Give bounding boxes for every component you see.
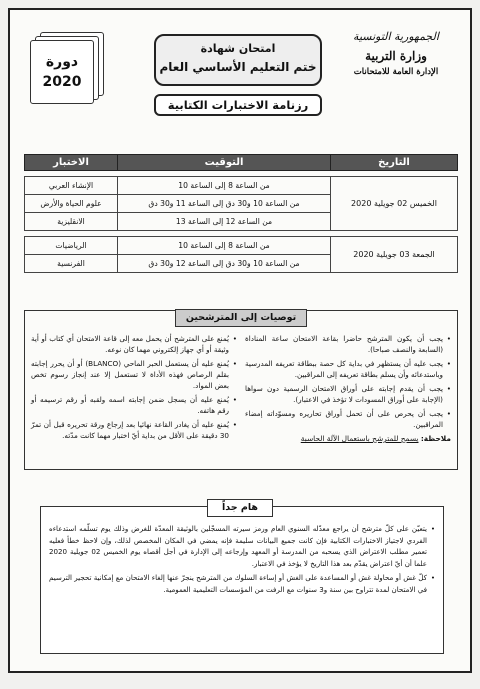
important-title: هام جداً [207,499,273,517]
header-date: التاريخ [331,155,458,171]
day1-row3-test: الانقليزية [25,213,118,231]
day2-row1-test: الرياضيات [25,237,118,255]
calculator-note [245,433,451,444]
session-pages-icon [30,32,102,102]
table-row [25,177,458,195]
header-time: التوقيت [118,155,331,171]
recommendations-right-column [245,333,451,444]
schedule-title: رزنامة الاختبارات الكتابية [154,94,322,116]
note-label: ملاحظة: [420,434,451,443]
session-badge [30,40,94,104]
day2-date: الجمعة 03 جويلية 2020 [331,237,458,273]
session-word: دورة [45,54,79,70]
header-test: الاختبار [25,155,118,171]
exam-title-line2: ختم التعليم الأساسي العام [159,60,317,74]
list-item: • يجب عليه أن يستظهر في بداية كل حصة ببطاقة تعريفه المدرسية وباستدعائه وأن يسلم بطاقة تعريفه إلى المراقبين. [245,358,451,380]
list-item: • يُمنع عليه أن يستعمل الحبر الماحي (BLANCO) أو أن يحرر إجابته بقلم الرصاص فهذه الأداة لا تستعمل إلا عند إنجاز رسوم تخص بعض المواد. [31,358,237,391]
day1-row2-time: من الساعة 10 و30 دق إلى الساعة 11 و30 دق [118,195,331,213]
directorate-name: الإدارة العامة للامتحانات [353,67,439,77]
list-item: • يجب أن يقدم إجابته على أوراق الامتحان الرسمية دون سواها (الإجابة على أوراق المسودات لا تؤخذ في الاعتبار). [245,383,451,405]
important-paragraph: • يتعيّن على كلّ مترشح أن يراجع معدّله السنوي العام ورمز سيرته المسجّلين بالوثيقة المعدّة للغرض وذلك يوم تسلّمه استدعاءه الفردي لاجتياز الاختبارات الكتابية فإن كانت جميع البيانات سليمة فإنه يمضي في المكان المخصص لذلك، وإن لاحظ خطأ فعليه تعمير مطلب الاعتراض الذي يسحبه من المدرسة أو المعهد وإرجاعه إلى الإدارة في أجل أقصاه يوم الخميس 02 جويلية 2020 علما أن أيّ اعتراض يقدّم بعد هذا التاريخ لا يؤخذ في الاعتبار. [49,523,435,569]
table-row [25,237,458,255]
list-item: • يجب أن يحرص على أن تحمل أوراق تحاريره ومسوّداته إمضاء المراقبين. [245,408,451,430]
government-block [336,30,456,77]
list-item: • يُمنع عليه أن يسجل ضمن إجابته اسمه ولقبه أو رقم ترسيمه أو رقم هاتفه. [31,394,237,416]
ministry-name: وزارة التربية [365,49,427,63]
list-item: • يُمنع عليه أن يغادر القاعة نهائيا بعد إرجاع ورقة تحريره قبل أن تمرّ 30 دقيقة على الأقل من بداية أيّ اختبار مهما كانت مدّته. [31,419,237,441]
important-paragraph: • كلّ غش أو محاولة غش أو المساعدة على الغش أو إساءة السلوك من المترشح ينجرّ عنها إلغاء الامتحان مع إمكانية تحجير الترسيم في الامتحان لمدة تتراوح بين سنة و3 سنوات مع الرفت من المؤسسات التعليمية العمومية. [49,572,435,595]
exam-title-line1: امتحان شهادة [200,42,276,55]
recommendations-box [24,310,458,470]
day2-row2-time: من الساعة 10 و30 دق إلى الساعة 12 و30 دق [118,255,331,273]
exam-timetable [24,154,458,273]
timetable-header-row [25,155,458,171]
recommendations-title: توصيات إلى المترشحين [175,309,307,327]
exam-title-box [154,34,322,86]
header [10,10,470,118]
recommendations-left-column [31,333,237,444]
list-item: • يُمنع على المترشح أن يحمل معه إلى قاعة الامتحان أي كتاب أو أية وثيقة أو أي جهاز إلكتروني مهما كان نوعه. [31,333,237,355]
day1-row2-test: علوم الحياة والأرض [25,195,118,213]
important-box [40,502,444,654]
list-item: • يجب أن يكون المترشح حاضرا بقاعة الامتحان ساعة المناداة (السابعة والنصف صباحا). [245,333,451,355]
document-page [8,8,472,673]
republic-name: الجمهورية التونسية [353,30,439,43]
day1-row1-time: من الساعة 8 إلى الساعة 10 [118,177,331,195]
day1-row3-time: من الساعة 12 إلى الساعة 13 [118,213,331,231]
day2-row2-test: الفرنسية [25,255,118,273]
day1-row1-test: الإنشاء العربي [25,177,118,195]
note-text: يسمح للمترشح باستعمال الآلة الحاسبة [300,434,419,443]
day1-date: الخميس 02 جويلية 2020 [331,177,458,231]
session-year: 2020 [42,74,82,90]
day2-row1-time: من الساعة 8 إلى الساعة 10 [118,237,331,255]
